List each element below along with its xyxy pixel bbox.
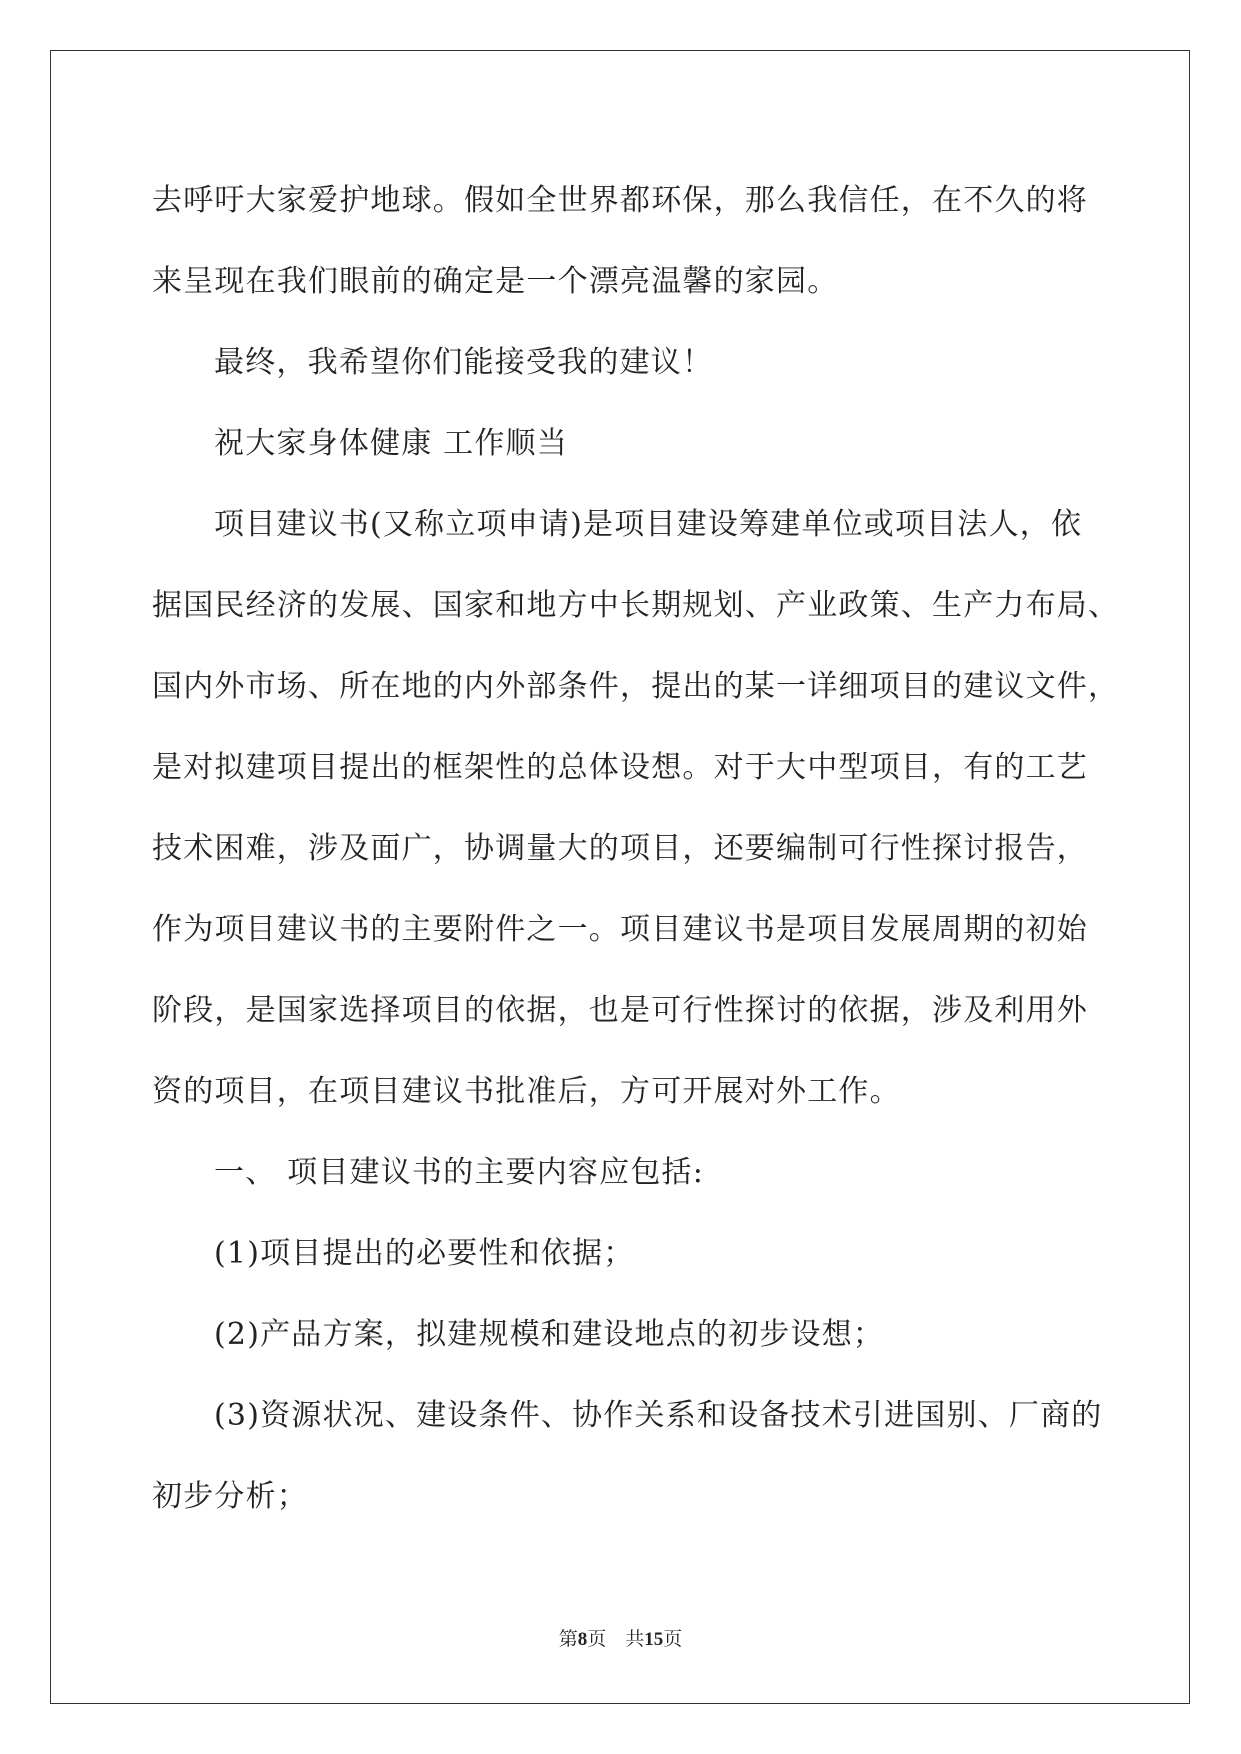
text-line: 来呈现在我们眼前的确定是一个漂亮温馨的家园。 [152,264,839,299]
text-line: 是对拟建项目提出的框架性的总体设想。对于大中型项目，有的工艺 [152,750,1088,785]
page-number-current: 8 [577,1629,588,1650]
text-line: 项目建议书(又称立项申请)是项目建设筹建单位或项目法人，依 [214,507,1083,542]
text-line: 国内外市场、所在地的内外部条件，提出的某一详细项目的建议文件， [152,669,1120,704]
page-prefix: 第 [558,1628,578,1650]
page-number-total: 15 [644,1629,664,1650]
text-line: 作为项目建议书的主要附件之一。项目建议书是项目发展周期的初始 [152,912,1088,947]
text-line: 阶段，是国家选择项目的依据，也是可行性探讨的依据，涉及利用外 [152,993,1088,1028]
text-line: (3)资源状况、建设条件、协作关系和设备技术引进国别、厂商的 [214,1398,1103,1433]
text-line: (1)项目提出的必要性和依据； [214,1236,635,1271]
text-line: (2)产品方案，拟建规模和建设地点的初步设想； [214,1317,885,1352]
text-line: 初步分析； [152,1479,308,1514]
text-line: 祝大家身体健康 工作顺当 [214,426,568,461]
text-line: 最终，我希望你们能接受我的建议！ [214,345,714,380]
text-line: 资的项目，在项目建议书批准后，方可开展对外工作。 [152,1074,901,1109]
text-line: 去呼吁大家爱护地球。假如全世界都环保，那么我信任，在不久的将 [152,183,1088,218]
text-line: 一、 项目建议书的主要内容应包括: [214,1155,705,1190]
text-line: 技术困难，涉及面广，协调量大的项目，还要编制可行性探讨报告， [152,831,1088,866]
page-footer [0,1624,1241,1651]
page-suffix: 页 [663,1628,683,1650]
text-line: 据国民经济的发展、国家和地方中长期规划、产业政策、生产力布局、 [152,588,1120,623]
page-mid: 页 共 [587,1628,645,1650]
document-body [152,160,1120,1537]
